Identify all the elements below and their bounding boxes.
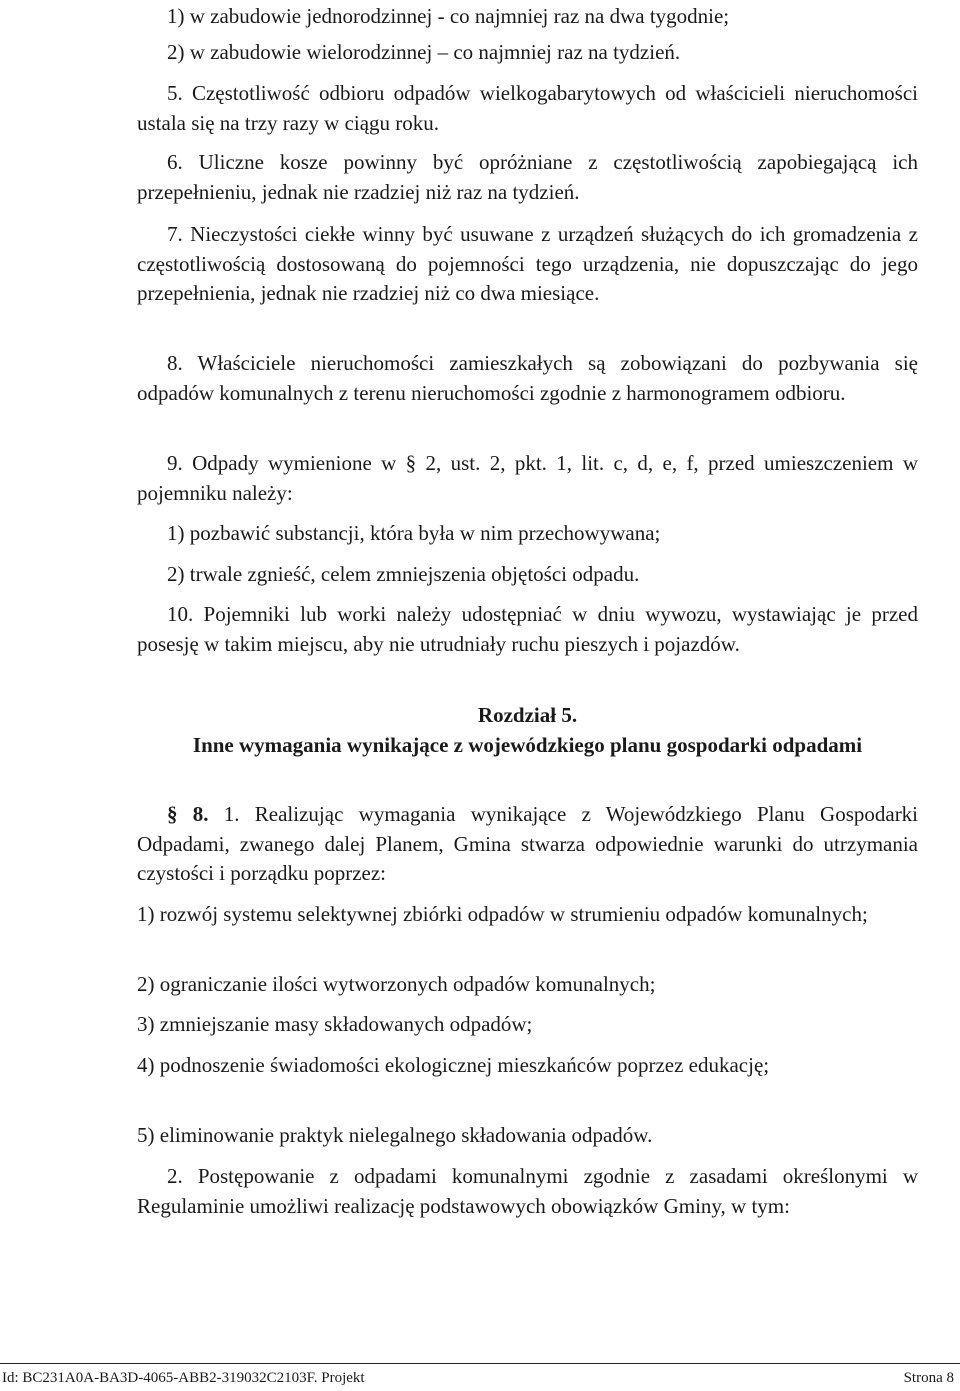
page-number: Strona 8 — [903, 1370, 954, 1386]
section-8-text: 1. Realizując wymagania wynikające z Wojewódzkiego Planu Gospodarki Odpadami, zwanego dalej Planem, Gmina stwarza odpowiednie warunki do utrzymania czystości i porządku poprzez: — [137, 802, 919, 885]
chapter-label: Rozdział 5. — [477, 703, 578, 727]
section-number: § 8. — [167, 802, 209, 826]
paragraph-10: 10. Pojemniki lub worki należy udostępniać w dniu wywozu, wystawiając je przed posesję w takim miejscu, aby nie utrudniały ruchu pieszych i pojazdów. — [137, 602, 918, 656]
list-item-9-2: 2) trwale zgnieść, celem zmniejszenia objętości odpadu. — [167, 562, 640, 586]
section-8-paragraph-1 — [137, 800, 918, 889]
chapter-title: Inne wymagania wynikające z wojewódzkiego planu gospodarki odpadami — [192, 733, 863, 757]
paragraph-7: 7. Nieczystości ciekłe winny być usuwane z urządzeń służących do ich gromadzenia z częstotliwością dostosowaną do pojemności tego urządzenia, nie dopuszczając do jego przepełnienia, jednak nie rzadziej niż co dwa miesiące. — [137, 222, 918, 305]
paragraph-6: 6. Uliczne kosze powinny być opróżniane z częstotliwością zapobiegającą ich przepełnieniu, jednak nie rzadziej niż raz na tydzień. — [137, 150, 918, 204]
list-item-2: 2) w zabudowie wielorodzinnej – co najmniej raz na tydzień. — [167, 40, 681, 64]
list-item-1: 1) w zabudowie jednorodzinnej - co najmniej raz na dwa tygodnie; — [167, 4, 730, 28]
list-item-8-5: 5) eliminowanie praktyk nielegalnego składowania odpadów. — [137, 1123, 653, 1147]
list-item-8-3: 3) zmniejszanie masy składowanych odpadów; — [137, 1012, 533, 1036]
paragraph-9: 9. Odpady wymienione w § 2, ust. 2, pkt. 1, lit. c, d, e, f, przed umieszczeniem w pojemniku należy: — [137, 451, 918, 505]
list-item-9-1: 1) pozbawić substancji, która była w nim przechowywana; — [167, 521, 661, 545]
footer-divider — [0, 1363, 960, 1364]
document-id: Id: BC231A0A-BA3D-4065-ABB2-319032C2103F. Projekt — [2, 1370, 365, 1386]
section-8-paragraph-2: 2. Postępowanie z odpadami komunalnymi zgodnie z zasadami określonymi w Regulaminie umożliwi realizację podstawowych obowiązków Gminy, w tym: — [137, 1164, 918, 1218]
paragraph-5: 5. Częstotliwość odbioru odpadów wielkogabarytowych od właścicieli nieruchomości ustala się na trzy razy w ciągu roku. — [137, 81, 918, 135]
list-item-8-1: 1) rozwój systemu selektywnej zbiórki odpadów w strumieniu odpadów komunalnych; — [137, 902, 868, 926]
list-item-8-2: 2) ograniczanie ilości wytworzonych odpadów komunalnych; — [137, 972, 656, 996]
paragraph-8: 8. Właściciele nieruchomości zamieszkałych są zobowiązani do pozbywania się odpadów komunalnych z terenu nieruchomości zgodnie z harmonogramem odbioru. — [137, 351, 918, 405]
list-item-8-4: 4) podnoszenie świadomości ekologicznej mieszkańców poprzez edukację; — [137, 1053, 770, 1077]
